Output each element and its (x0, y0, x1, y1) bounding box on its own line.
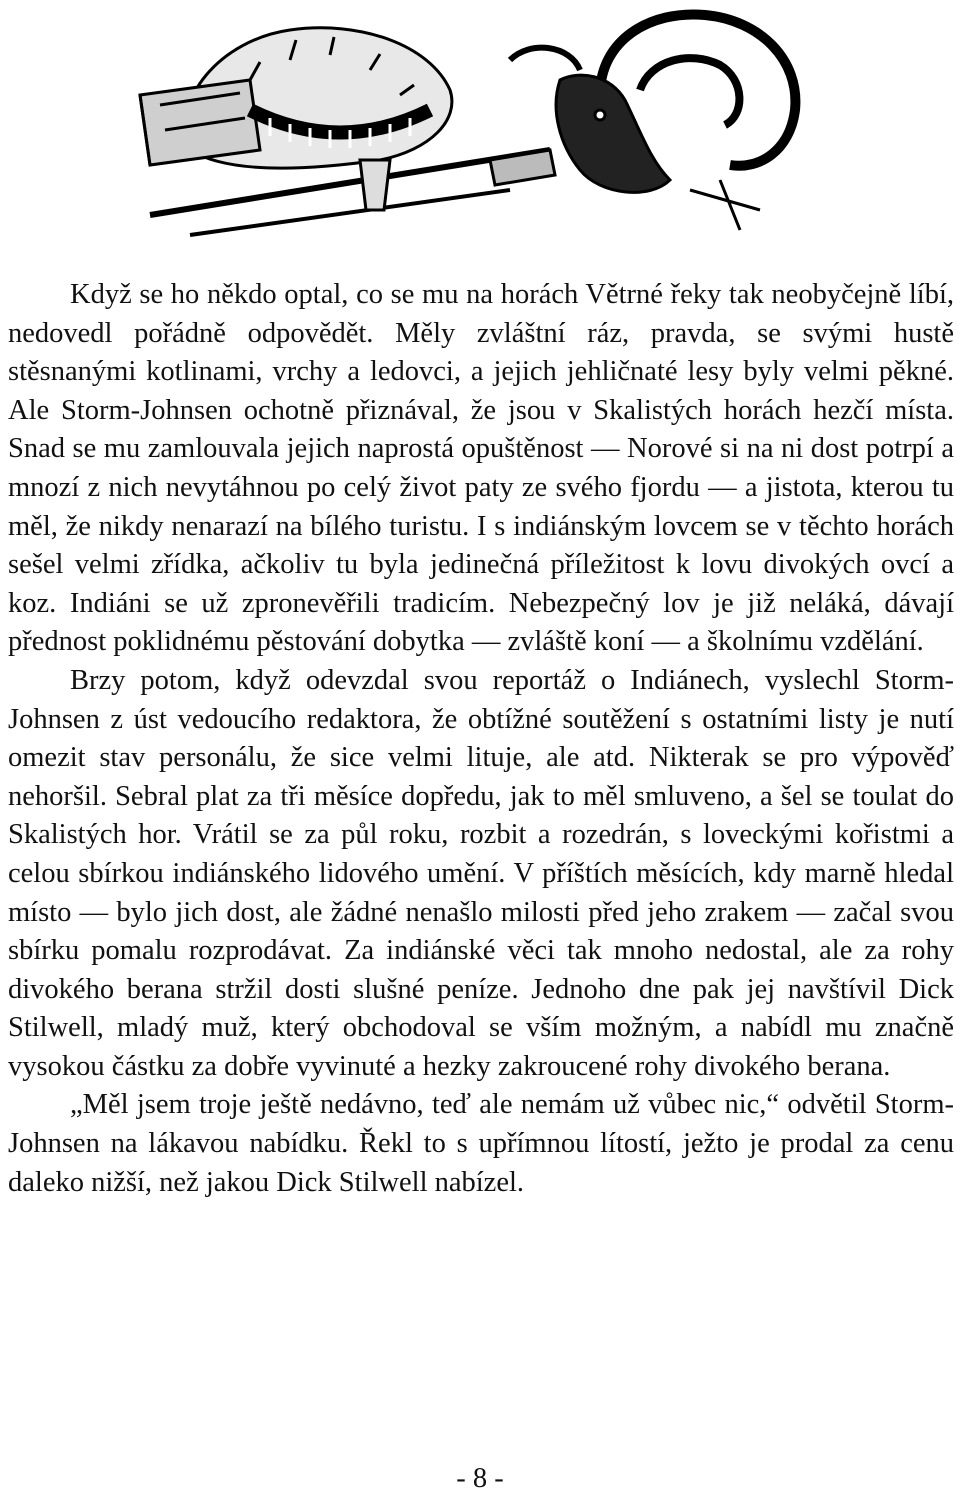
body-text (8, 276, 954, 1202)
page-number: - 8 - (456, 1463, 504, 1494)
paragraph: Brzy potom, když odevzdal svou reportáž o Indiánech, vyslechl Storm-Johnsen z úst vedoucího redaktora, že obtížné soutěžení s ostatními listy je nutí omezit stav personálu, že sice velmi lituje, ale atd. Nikterak se pro výpověď nehoršil. Sebral plat za tři měsíce dopředu, jak to měl smluveno, a šel se toulat do Skalistých hor. Vrátil se za půl roku, rozbit a rozedrán, s loveckými kořistmi a celou sbírkou indiánského lidového umění. V příštích měsících, kdy marně hledal místo — bylo jich dost, ale žádné nenašlo milosti před jeho zrakem — začal svou sbírku pomalu rozprodávat. Za indiánské věci tak mnoho nedostal, ale za rohy divokého berana stržil dosti slušné peníze. Jednoho dne pak jej navštívil Dick Stilwell, mladý muž, který obchodoval se vším možným, a nabídl mu značně vysokou částku za dobře vyvinuté a hezky zakroucené rohy divokého berana. (8, 664, 954, 1082)
paragraph: „Měl jsem troje ještě nedávno, teď ale nemám už vůbec nic,“ odvětil Storm-Johnsen na lákavou nabídku. Řekl to s upřímnou lítostí, ježto je prodal za cenu daleko nižší, než jakou Dick Stilwell nabízel. (8, 1089, 954, 1198)
hunting-trophies-illustration (130, 0, 830, 245)
paragraph: Když se ho někdo optal, co se mu na horách Větrné řeky tak neobyčejně líbí, nedovedl pořádně odpovědět. Měly zvláštní ráz, pravda, se svými hustě stěsnanými kotlinami, vrchy a ledovci, a jejich jehličnaté lesy byly velmi pěkné. Ale Storm-Johnsen ochotně přiznával, že jsou v Skalistých horách hezčí místa. Snad se mu zamlouvala jejich naprostá opuštěnost — Norové si na ni dost potrpí a mnozí z nich nevytáhnou po celý život paty ze svého fjordu — a jistota, kterou tu měl, že nikdy nenarazí na bílého turistu. I s indiánským lovcem se v těchto horách sešel velmi zřídka, ačkoliv tu byla jedinečná příležitost k lovu divokých ovcí a koz. Indiáni se už zpronevěřili tradicím. Nebezpečný lov je již neláká, dávají přednost poklidnému pěstování dobytka — zvláště koní — a školnímu vzdělání. (8, 279, 954, 658)
